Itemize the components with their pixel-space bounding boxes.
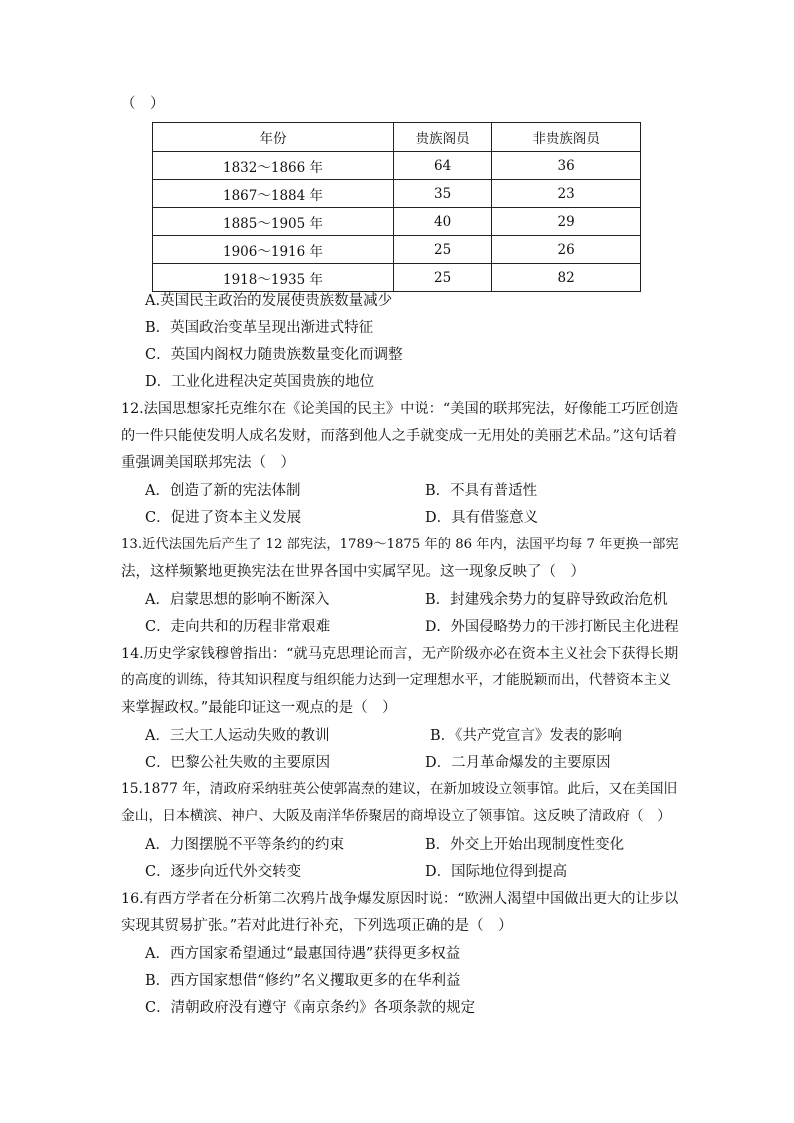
table-header-non-noble: 非贵族阁员 bbox=[492, 123, 641, 152]
table-cell: 26 bbox=[492, 236, 641, 264]
q15-stem-line-1: 15.1877 年，清政府采纳驻英公使郭嵩焘的建议，在新加坡设立领事馆。此后，又在美国旧 bbox=[121, 781, 678, 797]
q11-option-d[interactable]: D．工业化进程决定英国贵族的地位 bbox=[145, 374, 375, 390]
table-cell: 1906～1916 年 bbox=[153, 236, 394, 264]
q16-stem-line-1: 16.有西方学者在分析第二次鸦片战争爆发原因时说：“欧洲人渴望中国做出更大的让步以 bbox=[121, 891, 679, 907]
q15-option-a[interactable]: A．力图摆脱不平等条约的约束 bbox=[145, 837, 344, 853]
q11-option-a[interactable]: A.英国民主政治的发展使贵族数量减少 bbox=[145, 293, 393, 309]
q11-stem-tail: （ ） bbox=[121, 96, 165, 112]
table-row bbox=[153, 208, 641, 236]
q11-option-b[interactable]: B．英国政治变革呈现出渐进式特征 bbox=[145, 320, 374, 336]
table-cell: 36 bbox=[492, 152, 641, 180]
q11-table bbox=[152, 122, 641, 292]
table-row bbox=[153, 264, 641, 292]
q13-stem-line-2: 法，这样频繁地更换宪法在世界各国中实属罕见。这一现象反映了（ ） bbox=[121, 564, 585, 580]
q12-stem-line-3: 重强调美国联邦宪法（ ） bbox=[121, 455, 295, 471]
table-cell: 82 bbox=[492, 264, 641, 292]
q16-stem-line-2: 实现其贸易扩张。”若对此进行补充，下列选项正确的是（ ） bbox=[121, 918, 513, 934]
q13-option-b[interactable]: B．封建残余势力的复辟导致政治危机 bbox=[425, 592, 668, 608]
table-header-row bbox=[153, 123, 641, 152]
table-cell: 1867～1884 年 bbox=[153, 180, 394, 208]
table-cell: 29 bbox=[492, 208, 641, 236]
q12-option-b[interactable]: B．不具有普适性 bbox=[425, 483, 538, 499]
table-cell: 1832～1866 年 bbox=[153, 152, 394, 180]
table-header-year: 年份 bbox=[153, 123, 394, 152]
table-row bbox=[153, 152, 641, 180]
q12-option-c[interactable]: C．促进了资本主义发展 bbox=[145, 510, 302, 526]
table-cell: 25 bbox=[394, 264, 492, 292]
table-cell: 35 bbox=[394, 180, 492, 208]
q14-stem-line-1: 14.历史学家钱穆曾指出：“就马克思理论而言，无产阶级亦必在资本主义社会下获得长期 bbox=[121, 646, 679, 662]
table-row bbox=[153, 236, 641, 264]
q14-stem-line-2: 的高度的训练，待其知识程度与组织能力达到一定理想水平，才能脱颖而出，代替资本主义 bbox=[121, 672, 672, 688]
q14-stem-line-3: 来掌握政权。”最能印证这一观点的是（ ） bbox=[121, 700, 397, 716]
q13-option-d[interactable]: D．外国侵略势力的干涉打断民主化进程 bbox=[425, 619, 679, 635]
q16-option-b[interactable]: B．西方国家想借“修约”名义攫取更多的在华利益 bbox=[145, 973, 461, 989]
q15-option-c[interactable]: C．逐步向近代外交转变 bbox=[145, 864, 302, 880]
q14-option-b[interactable]: B．《共产党宣言》发表的影响 bbox=[430, 728, 622, 744]
q13-option-a[interactable]: A．启蒙思想的影响不断深入 bbox=[145, 592, 330, 608]
q15-option-d[interactable]: D．国际地位得到提高 bbox=[425, 864, 568, 880]
q15-option-b[interactable]: B．外交上开始出现制度性变化 bbox=[425, 837, 625, 853]
table-cell: 64 bbox=[394, 152, 492, 180]
q12-option-d[interactable]: D．具有借鉴意义 bbox=[425, 510, 539, 526]
q14-option-d[interactable]: D．二月革命爆发的主要原因 bbox=[425, 755, 611, 771]
q16-option-c[interactable]: C．清朝政府没有遵守《南京条约》各项条款的规定 bbox=[145, 1000, 476, 1016]
q12-stem-line-2: 的一件只能使发明人成名发财，而落到他人之手就变成一无用处的美丽艺术品。”这句话着 bbox=[121, 428, 677, 444]
table-cell: 1918～1935 年 bbox=[153, 264, 394, 292]
q14-option-c[interactable]: C．巴黎公社失败的主要原因 bbox=[145, 755, 331, 771]
table-cell: 23 bbox=[492, 180, 641, 208]
q14-option-a[interactable]: A．三大工人运动失败的教训 bbox=[145, 728, 330, 744]
table-cell: 1885～1905 年 bbox=[153, 208, 394, 236]
table-header-noble: 贵族阁员 bbox=[394, 123, 492, 152]
q13-stem-line-1: 13.近代法国先后产生了 12 部宪法，1789～1875 年的 86 年内，法国平均每 7 年更换一部宪 bbox=[121, 537, 679, 552]
table-cell: 25 bbox=[394, 236, 492, 264]
table-row bbox=[153, 180, 641, 208]
q11-option-c[interactable]: C．英国内阁权力随贵族数量变化而调整 bbox=[145, 347, 403, 363]
table-cell: 40 bbox=[394, 208, 492, 236]
q16-option-a[interactable]: A．西方国家希望通过“最惠国待遇”获得更多权益 bbox=[145, 946, 461, 962]
q12-option-a[interactable]: A．创造了新的宪法体制 bbox=[145, 483, 301, 499]
q13-option-c[interactable]: C．走向共和的历程非常艰难 bbox=[145, 619, 331, 635]
q15-stem-line-2: 金山，日本横滨、神户、大阪及南洋华侨聚居的商埠设立了领事馆。这反映了清政府（ ） bbox=[121, 808, 672, 824]
q12-stem-line-1: 12.法国思想家托克维尔在《论美国的民主》中说：“美国的联邦宪法，好像能工巧匠创造 bbox=[121, 401, 679, 417]
